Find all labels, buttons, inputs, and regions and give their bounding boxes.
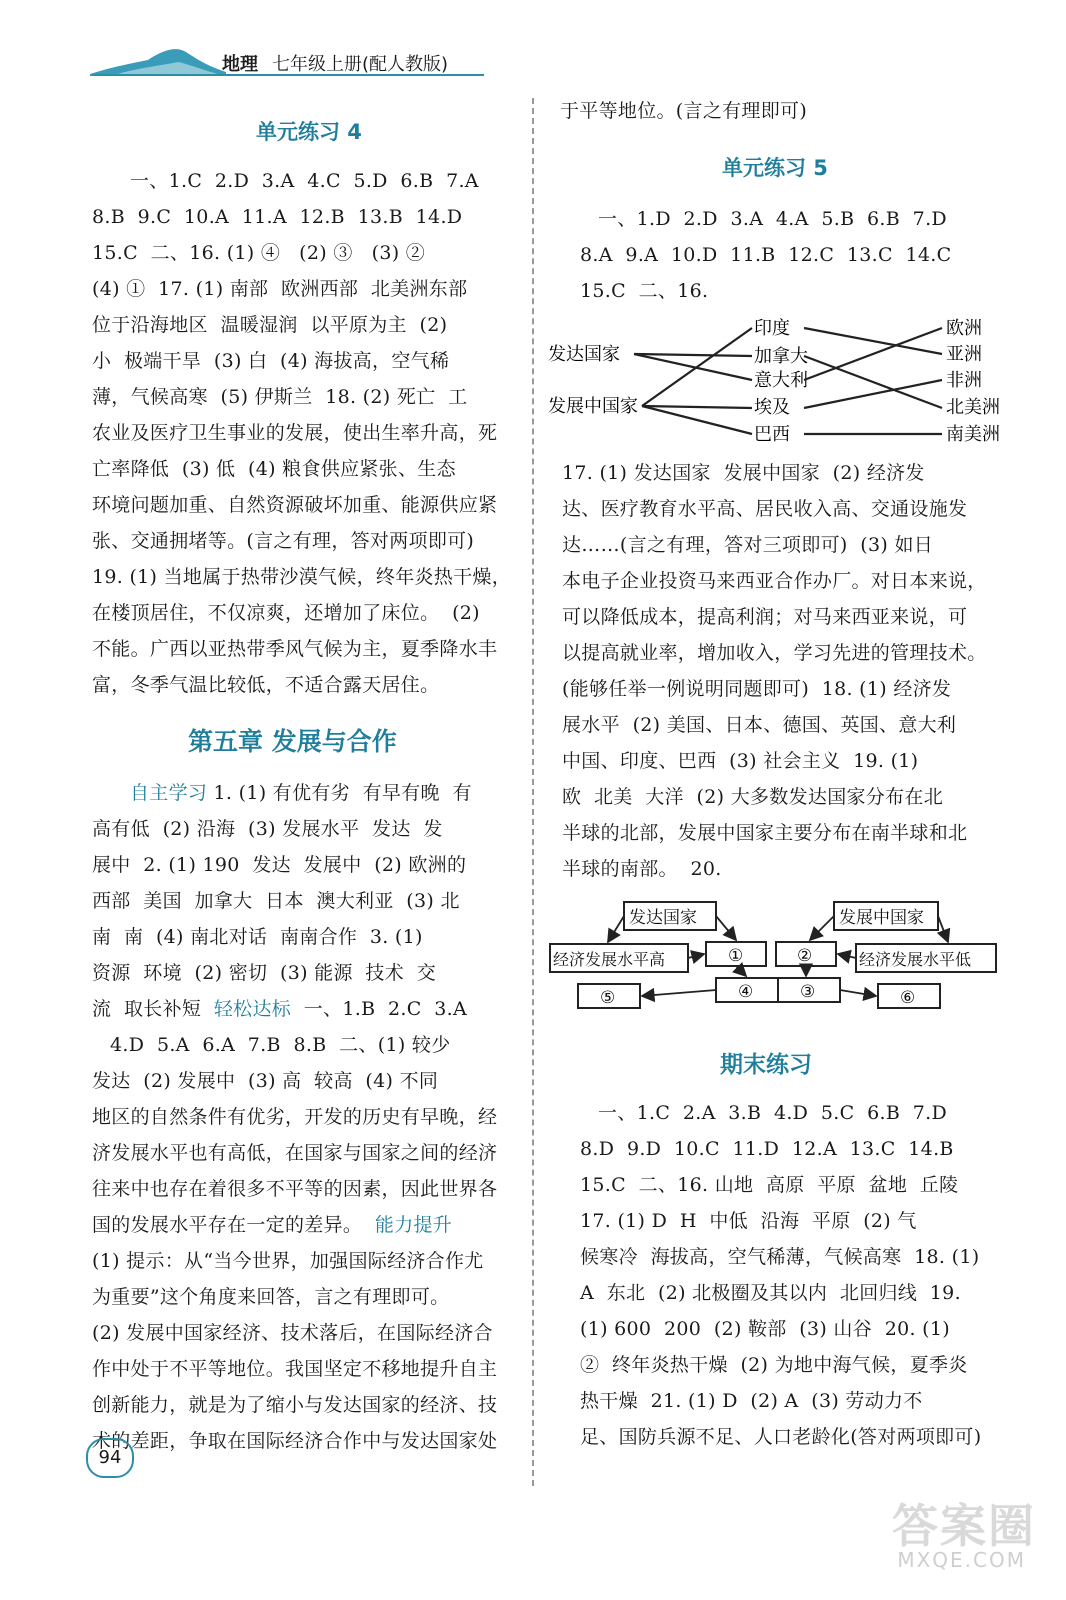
unit4-line-5: 位于沿海地区 温暖湿润 以平原为主 (2) (92, 314, 448, 336)
unit4-line-11: 张、交通拥堵等。(言之有理，答对两项即可) (92, 530, 475, 552)
ch5-line-14: (1) 提示：从“当今世界，加强国际经济合作尤 (92, 1250, 484, 1272)
unit5b-line-11: 半球的北部，发展中国家主要分布在南半球和北 (562, 822, 968, 844)
match-country-italy: 意大利 (754, 370, 808, 391)
flow-developed: 发达国家 (629, 908, 697, 928)
ability-tag: 能力提升 (374, 1214, 453, 1236)
page-number: 94 (86, 1438, 134, 1478)
unit4-title: 单元练习 4 (256, 120, 362, 144)
final-line-7: (1) 600 200 (2) 鞍部 (3) 山谷 20. (1) (580, 1318, 950, 1340)
unit5b-line-3: 达……(言之有理，答对三项即可) (3) 如日 (562, 534, 934, 556)
mountain-logo-icon (88, 42, 228, 78)
unit4-line-6: 小 极端干旱 (3) 白 (4) 海拔高，空气稀 (92, 350, 450, 372)
ch5-line-6: 资源 环境 (2) 密切 (3) 能源 技术 交 (92, 962, 437, 984)
unit5-line-1: 一、1.D 2.D 3.A 4.A 5.B 6.B 7.D (598, 208, 947, 230)
match-continent-africa: 非洲 (946, 370, 982, 391)
ch5-line-13: 国的发展水平存在一定的差异。 能力提升 (92, 1214, 453, 1236)
final-title: 期末练习 (720, 1052, 812, 1078)
flow-developing: 发展中国家 (839, 908, 924, 928)
unit4-line-12: 19. (1) 当地属于热带沙漠气候，终年炎热干燥， (92, 566, 512, 588)
unit4-line-4: (4) ① 17. (1) 南部 欧洲西部 北美洲东部 (92, 278, 468, 300)
flow-low: 经济发展水平低 (859, 950, 972, 969)
ch5-line-16: (2) 发展中国家经济、技术落后，在国际经济合 (92, 1322, 493, 1344)
unit4-line-14: 不能。广西以亚热带季风气候为主，夏季降水丰 (92, 638, 498, 660)
ch5-line-11: 济发展水平也有高低，在国家与国家之间的经济 (92, 1142, 498, 1164)
ch5-line-8: 4.D 5.A 6.A 7.B 8.B 二、(1) 较少 (110, 1034, 451, 1056)
final-line-3: 15.C 二、16. 山地 高原 平原 盆地 丘陵 (580, 1174, 959, 1196)
ch5-line-18: 创新能力，就是为了缩小与发达国家的经济、技 (92, 1394, 498, 1416)
ch5-line-9: 发达 (2) 发展中 (3) 高 较高 (4) 不同 (92, 1070, 439, 1092)
flow-diagram (548, 896, 1000, 1016)
column-divider (532, 98, 534, 1486)
final-line-9: 热干燥 21. (1) D (2) A (3) 劳动力不 (580, 1390, 923, 1412)
chapter5-title: 第五章 发展与合作 (188, 727, 397, 756)
unit4-line-3: 15.C 二、16. (1) ④ (2) ③ (3) ② (92, 242, 426, 264)
unit5-title: 单元练习 5 (722, 156, 828, 180)
watermark-url: MXQE.COM (897, 1548, 1026, 1572)
flow-n4: ④ (738, 982, 754, 1002)
unit5b-line-8: 展水平 (2) 美国、日本、德国、英国、意大利 (562, 714, 957, 736)
final-line-2: 8.D 9.D 10.C 11.D 12.A 13.C 14.B (580, 1138, 954, 1160)
unit4-line-7: 薄，气候高寒 (5) 伊斯兰 18. (2) 死亡 工 (92, 386, 468, 408)
header-title (222, 50, 448, 76)
unit4-line-1: 一、1.C 2.D 3.A 4.C 5.D 6.B 7.A (130, 170, 479, 192)
flow-high: 经济发展水平高 (553, 950, 666, 969)
right-continuation: 于平等地位。(言之有理即可) (560, 100, 808, 122)
unit5b-line-6: 以提高就业率，增加收入，学习先进的管理技术。 (562, 642, 987, 664)
final-line-5: 候寒冷 海拔高，空气稀薄，气候高寒 18. (1) (580, 1246, 980, 1268)
flow-n6: ⑥ (900, 988, 916, 1008)
flow-n2: ② (797, 946, 813, 966)
final-line-1: 一、1.C 2.A 3.B 4.D 5.C 6.B 7.D (598, 1102, 948, 1124)
flow-n3: ③ (800, 982, 816, 1002)
flow-n1: ① (728, 946, 744, 966)
unit5b-line-5: 可以降低成本，提高利润；对马来西亚来说，可 (562, 606, 968, 628)
self-study-tag: 自主学习 (130, 782, 208, 804)
match-continent-south-america: 南美洲 (946, 424, 1000, 445)
ch5-line-15: 为重要”这个角度来回答，言之有理即可。 (92, 1286, 450, 1308)
unit5b-line-2: 达、医疗教育水平高、居民收入高、交通设施发 (562, 498, 968, 520)
unit5b-line-10: 欧 北美 大洋 (2) 大多数发达国家分布在北 (562, 786, 943, 808)
final-line-10: 足、国防兵源不足、人口老龄化(答对两项即可) (580, 1426, 982, 1448)
unit4-line-13: 在楼顶居住，不仅凉爽，还增加了床位。 (2) (92, 602, 480, 624)
watermark-logo: 答案圈 (892, 1499, 1036, 1553)
matching-diagram (544, 312, 1014, 452)
unit5b-line-4: 本电子企业投资马来西亚合作办厂。对日本来说， (562, 570, 987, 592)
ch5-line-3: 展中 2. (1) 190 发达 发展中 (2) 欧洲的 (92, 854, 467, 876)
ch5-line-2: 高有低 (2) 沿海 (3) 发展水平 发达 发 (92, 818, 443, 840)
unit5-line-2: 8.A 9.A 10.D 11.B 12.C 13.C 14.C (580, 244, 952, 266)
ch5-line-4: 西部 美国 加拿大 日本 澳大利亚 (3) 北 (92, 890, 460, 912)
match-group-developing: 发展中国家 (548, 396, 638, 417)
match-country-egypt: 埃及 (754, 397, 790, 418)
unit5b-line-1: 17. (1) 发达国家 发展中国家 (2) 经济发 (562, 462, 925, 484)
ch5-line-1: 自主学习 1. (1) 有优有劣 有早有晚 有 (130, 782, 472, 804)
flow-n5: ⑤ (600, 988, 616, 1008)
match-group-developed: 发达国家 (548, 344, 620, 365)
header-grade: 七年级上册(配人教版) (272, 54, 449, 75)
unit4-line-2: 8.B 9.C 10.A 11.A 12.B 13.B 14.D (92, 206, 463, 228)
unit4-line-9: 亡率降低 (3) 低 (4) 粮食供应紧张、生态 (92, 458, 456, 480)
easy-tag: 轻松达标 (213, 998, 292, 1020)
final-line-8: ② 终年炎热干燥 (2) 为地中海气候，夏季炎 (580, 1354, 968, 1376)
unit5b-line-7: (能够任举一例说明同题即可) 18. (1) 经济发 (562, 678, 952, 700)
unit5-line-3: 15.C 二、16. (580, 280, 709, 302)
match-country-india: 印度 (754, 318, 790, 339)
ch5-line-19: 术的差距，争取在国际经济合作中与发达国家处 (92, 1430, 498, 1452)
ch5-line-12: 往来中也存在着很多不平等的因素，因此世界各 (92, 1178, 498, 1200)
ch5-line-17: 作中处于不平等地位。我国坚定不移地提升自主 (92, 1358, 498, 1380)
header-subject: 地理 (222, 54, 258, 75)
unit5b-line-9: 中国、印度、巴西 (3) 社会主义 19. (1) (562, 750, 919, 772)
unit4-line-8: 农业及医疗卫生事业的发展，使出生率升高，死 (92, 422, 498, 444)
final-line-4: 17. (1) D H 中低 沿海 平原 (2) 气 (580, 1210, 917, 1232)
match-continent-europe: 欧洲 (946, 318, 982, 339)
match-country-brazil: 巴西 (754, 424, 790, 445)
ch5-line-5: 南 南 (4) 南北对话 南南合作 3. (1) (92, 926, 423, 948)
unit4-line-15: 富，冬季气温比较低，不适合露天居住。 (92, 674, 440, 696)
ch5-line-10: 地区的自然条件有优劣，开发的历史有早晚，经 (92, 1106, 498, 1128)
match-continent-asia: 亚洲 (946, 344, 982, 365)
unit4-line-10: 环境问题加重、自然资源破坏加重、能源供应紧 (92, 494, 498, 516)
match-country-canada: 加拿大 (754, 346, 808, 367)
match-continent-north-america: 北美洲 (946, 397, 1000, 418)
final-line-6: A 东北 (2) 北极圈及其以内 北回归线 19. (580, 1282, 961, 1304)
unit5b-line-12: 半球的南部。 20. (562, 858, 722, 880)
ch5-line-7: 流 取长补短 轻松达标 一、1.B 2.C 3.A (92, 998, 468, 1020)
